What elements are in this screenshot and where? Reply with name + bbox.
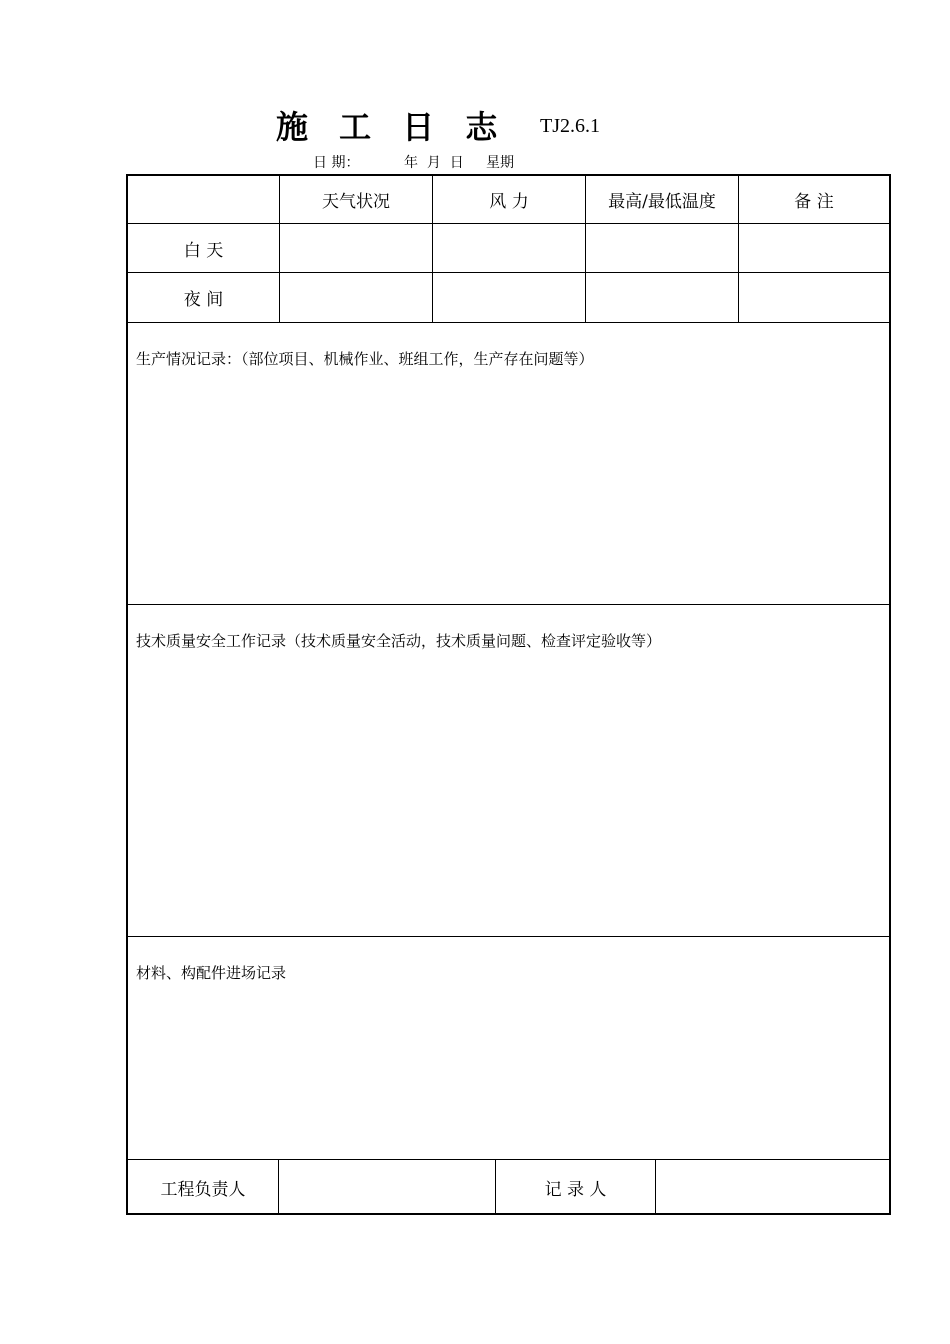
recorder-label: 记 录 人 [544,1180,607,1200]
manager-label: 工程负责人 [160,1180,246,1200]
col-wind-header: 风 力 [489,192,529,212]
col-remarks-header: 备 注 [794,192,834,212]
cell-night-wind[interactable] [433,273,585,322]
technical-record-area[interactable] [128,654,889,934]
cell-daytime-temperature[interactable] [586,224,738,272]
document-title: 施 工 日 志 [276,108,508,146]
row-night-label: 夜 间 [183,290,224,310]
section-divider [127,1159,890,1160]
cell-daytime-wind[interactable] [433,224,585,272]
materials-record-label: 材料、构配件进场记录 [136,964,287,982]
row-daytime-label: 白 天 [183,240,224,261]
section-divider [127,604,890,605]
cell-daytime-weather[interactable] [280,224,432,272]
technical-record-label: 技术质量安全工作记录（技术质量安全活动，技术质量问题、检查评定验收等） [136,632,662,650]
cell-night-weather[interactable] [280,273,432,322]
col-temperature-header: 最高/最低温度 [608,192,716,212]
form-code: TJ2.6.1 [540,115,600,137]
recorder-signature-field[interactable] [656,1161,889,1214]
cell-night-remarks[interactable] [739,273,889,322]
cell-daytime-remarks[interactable] [739,224,889,272]
section-divider [127,936,890,937]
col-weather-header: 天气状况 [322,192,390,212]
cell-night-temperature[interactable] [586,273,738,322]
production-record-label: 生产情况记录：（部位项目、机械作业、班组工作，生产存在问题等） [136,350,594,368]
production-record-area[interactable] [128,372,889,602]
row-divider [127,322,890,323]
materials-record-area[interactable] [128,986,889,1158]
date-line: 日 期： 年 月 日 星期 [313,155,515,171]
manager-signature-field[interactable] [279,1161,495,1214]
